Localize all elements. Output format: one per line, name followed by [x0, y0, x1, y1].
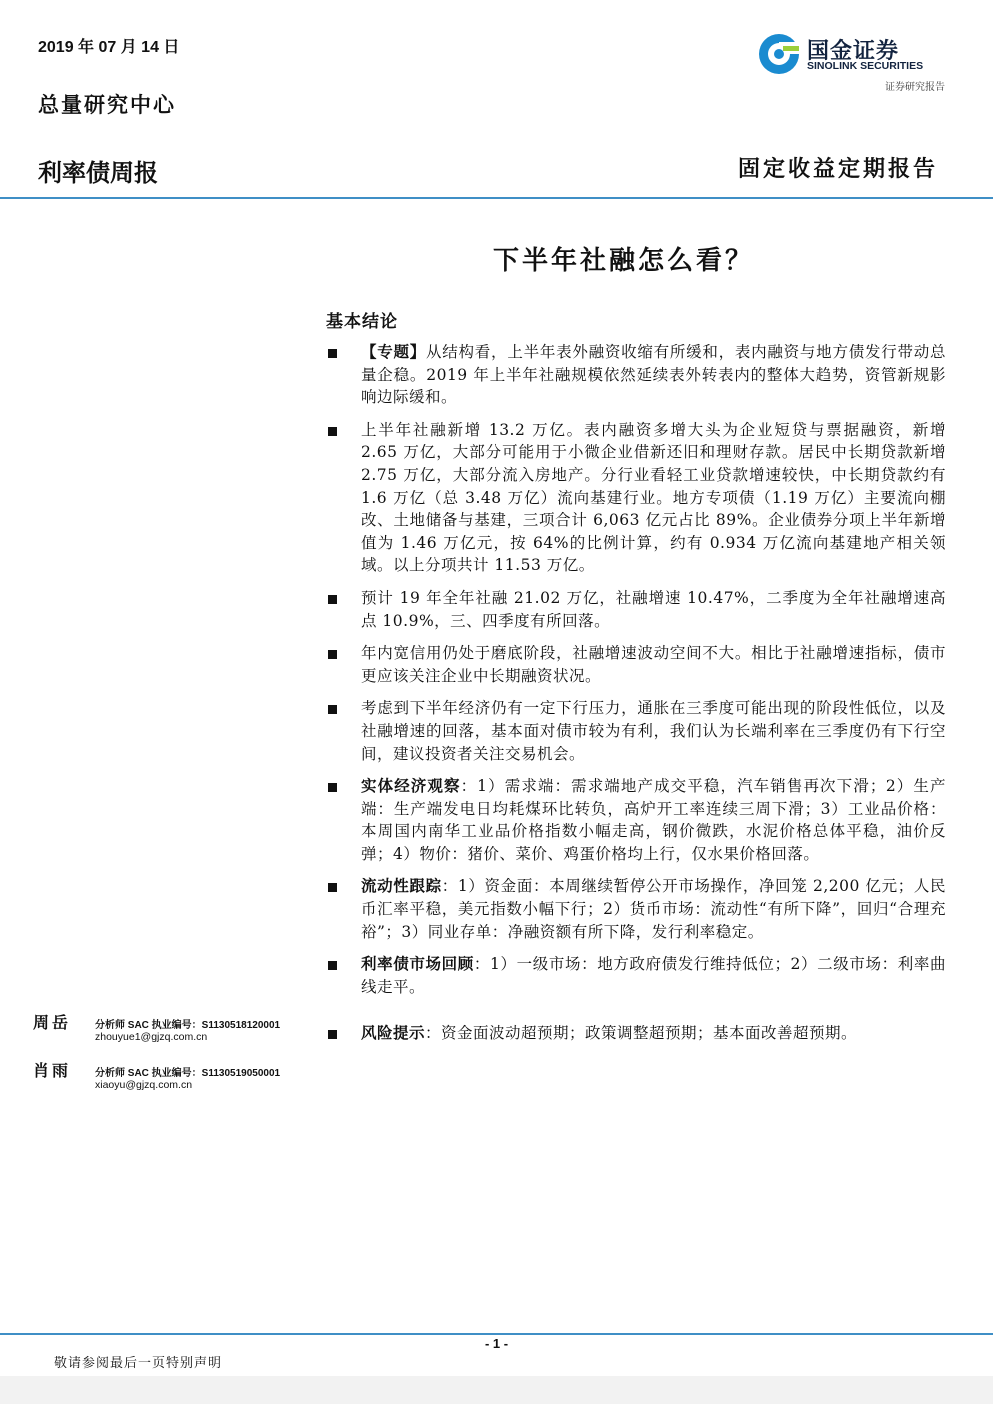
- bullet-item: [326, 875, 946, 943]
- conclusion-list: [326, 341, 946, 1055]
- bullet-square-icon: [328, 650, 337, 659]
- bullet-text: 上半年社融新增 13.2 万亿。表内融资多增大头为企业短贷与票据融资，新增 2.65 万亿，大部分可能用于小微企业借新还旧和理财存款。居民中长期贷款新增 2.75 万亿，大部分流入房地产。分行业看轻工业贷款增速较快，中长期贷款约有 1.6 万亿（总 3.48 万亿）流向基建行业。地方专项债（1.19 万亿）主要流向棚改、土地储备与基建，三项合计 6,063 亿元占比 89%。企业债券分项上半年新增值为 1.46 万亿元，按 64%的比例计算，约有 0.934 万亿流向基建地产相关领域。以上分项共计 11.53 万亿。: [361, 420, 946, 575]
- report-title: 下半年社融怎么看？: [493, 246, 755, 276]
- analyst-cert: 分析师 SAC 执业编号：S1130518120001: [95, 1020, 281, 1031]
- bullet-text: 从结构看，上半年表外融资收缩有所缓和，表内融资与地方债发行带动总量企稳。2019 年上半年社融规模依然延续表外转表内的整体大趋势，资管新规影响边际缓和。: [361, 343, 946, 407]
- sinolink-logo-icon: [757, 32, 801, 76]
- analyst-name: 周岳: [33, 1013, 72, 1032]
- footer-band: [0, 1376, 993, 1404]
- report-category: 固定收益定期报告: [737, 156, 938, 182]
- analyst-email[interactable]: zhouyue1@gjzq.com.cn: [95, 1031, 208, 1043]
- logo-subtitle: 证券研究报告: [885, 82, 945, 93]
- logo-name-cn: 国金证券: [807, 38, 900, 63]
- bullet-square-icon: [328, 783, 337, 792]
- bullet-item: [326, 341, 946, 409]
- bullet-item: [326, 697, 946, 765]
- logo-name-en: SINOLINK SECURITIES: [807, 60, 924, 72]
- bullet-lead: 流动性跟踪: [361, 876, 442, 896]
- bullet-square-icon: [328, 705, 337, 714]
- section-heading: 基本结论: [326, 312, 398, 332]
- bullet-square-icon: [328, 961, 337, 970]
- company-logo: [757, 32, 947, 94]
- page-number: - 1 -: [484, 1336, 509, 1351]
- header-divider: [0, 197, 993, 199]
- bullet-square-icon: [328, 349, 337, 358]
- footer-divider: [0, 1333, 993, 1335]
- bullet-text: 考虑到下半年经济仍有一定下行压力，通胀在三季度可能出现的阶段性低位，以及社融增速的回落，基本面对债市较为有利，我们认为长端利率在三季度仍有下行空间，建议投资者关注交易机会。: [361, 699, 946, 763]
- bullet-square-icon: [328, 427, 337, 436]
- bullet-item: [326, 642, 946, 687]
- analyst-name: 肖雨: [33, 1061, 72, 1080]
- bullet-square-icon: [328, 883, 337, 892]
- bullet-text: 预计 19 年全年社融 21.02 万亿，社融增速 10.47%，二季度为全年社融增速高点 10.9%，三、四季度有所回落。: [361, 588, 946, 630]
- bullet-text: ：1）一级市场：地方政府债发行维持低位；2）二级市场：利率曲线走平。: [361, 955, 946, 996]
- analyst-email[interactable]: xiaoyu@gjzq.com.cn: [95, 1079, 193, 1091]
- bullet-item: [326, 1022, 946, 1045]
- bullet-lead: 实体经济观察: [361, 776, 461, 796]
- bullet-text: ：资金面波动超预期；政策调整超预期；基本面改善超预期。: [425, 1024, 858, 1043]
- bullet-item: [326, 953, 946, 998]
- bullet-item: [326, 419, 946, 577]
- bullet-lead: 【专题】: [361, 342, 427, 361]
- series-title: 利率债周报: [38, 160, 158, 187]
- bullet-square-icon: [328, 1030, 337, 1039]
- analyst-cert: 分析师 SAC 执业编号：S1130519050001: [95, 1068, 281, 1079]
- bullet-square-icon: [328, 595, 337, 604]
- bullet-item: [326, 775, 946, 865]
- bullet-text: ：1）需求端：需求端地产成交平稳，汽车销售再次下滑；2）生产端：生产端发电日均耗煤环比转负，高炉开工率连续三周下滑；3）工业品价格：本周国内南华工业品价格指数小幅走高，钢价微跌，水泥价格总体平稳，油价反弹；4）物价：猪价、菜价、鸡蛋价格均上行，仅水果价格回落。: [361, 777, 946, 863]
- disclaimer-note: 敬请参阅最后一页特别声明: [54, 1356, 223, 1371]
- bullet-lead: 风险提示: [361, 1023, 426, 1043]
- research-center: 总量研究中心: [38, 92, 176, 117]
- bullet-item: [326, 587, 946, 632]
- bullet-text: ：1）资金面：本周继续暂停公开市场操作，净回笼 2,200 亿元；人民币汇率平稳，美元指数小幅下行；2）货币市场：流动性“有所下降”，回归“合理充裕”；3）同业存单：净融资额有所下降，发行利率稳定。: [361, 877, 946, 941]
- bullet-text: 年内宽信用仍处于磨底阶段，社融增速波动空间不大。相比于社融增速指标，债市更应该关注企业中长期融资状况。: [361, 644, 946, 685]
- report-date: 2019 年 07 月 14 日: [38, 39, 180, 56]
- bullet-lead: 利率债市场回顾: [361, 954, 474, 974]
